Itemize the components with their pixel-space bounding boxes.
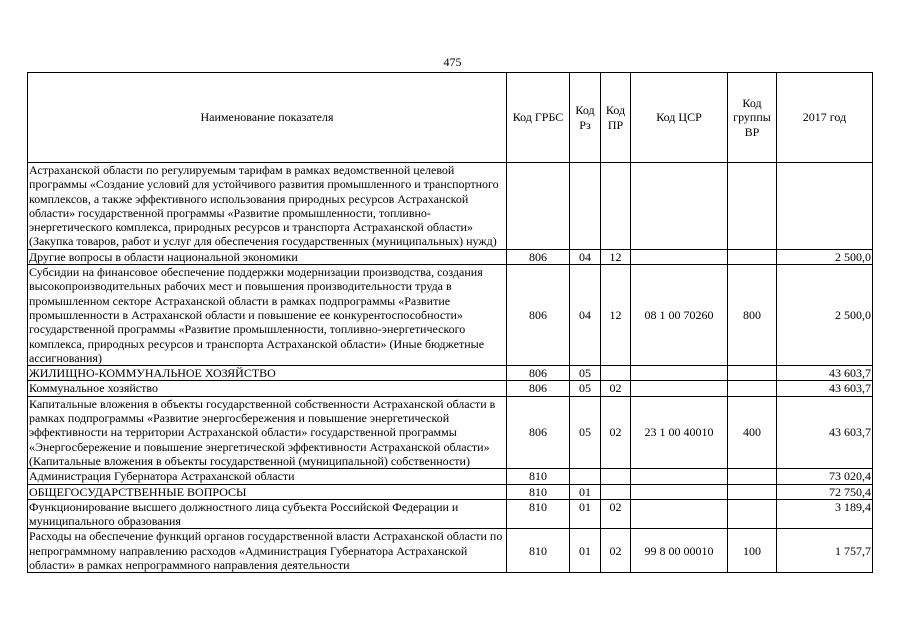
row-csr xyxy=(631,366,728,381)
row-vr xyxy=(728,249,777,264)
table-row xyxy=(28,469,873,484)
row-rz xyxy=(570,163,601,250)
row-pr: 12 xyxy=(601,265,631,366)
row-grbs: 806 xyxy=(507,366,570,381)
table-row xyxy=(28,529,873,573)
table-row xyxy=(28,381,873,396)
row-name: ЖИЛИЩНО-КОММУНАЛЬНОЕ ХОЗЯЙСТВО xyxy=(28,366,507,381)
row-csr xyxy=(631,163,728,250)
row-name: Астраханской области по регулируемым тарифам в рамках ведомственной целевой программы «Создание условий для устойчивого развития промышленного и транспортного комплексов, а также эффективного использования природных ресурсов Астраханской области» государственной программы «Развитие промышленности, топливно-энергетического комплекса, природных ресурсов и транспорта Астраханской области» (Закупка товаров, работ и услуг для обеспечения государственных (муниципальных) нужд) xyxy=(28,163,507,250)
budget-table xyxy=(27,72,873,573)
row-pr xyxy=(601,469,631,484)
row-csr xyxy=(631,484,728,499)
row-name: Капитальные вложения в объекты государственной собственности Астраханской области в рамках подпрограммы «Развитие энергосбережения и повышение энергетической эффективности на территории Астраханской области» государственной программы «Энергосбережение и повышение энергетической эффективности Астраханской области» (Капитальные вложения в объекты государственной (муниципальной) собственности) xyxy=(28,396,507,468)
column-header-pr: Код ПР xyxy=(601,73,631,163)
row-pr xyxy=(601,163,631,250)
row-name: Коммунальное хозяйство xyxy=(28,381,507,396)
row-amount: 72 750,4 xyxy=(777,484,873,499)
row-rz: 05 xyxy=(570,381,601,396)
column-header-year: 2017 год xyxy=(777,73,873,163)
row-rz: 01 xyxy=(570,484,601,499)
row-vr: 100 xyxy=(728,529,777,573)
row-vr xyxy=(728,499,777,529)
row-vr xyxy=(728,469,777,484)
row-grbs: 806 xyxy=(507,249,570,264)
row-rz xyxy=(570,469,601,484)
row-grbs: 806 xyxy=(507,265,570,366)
row-csr: 99 8 00 00010 xyxy=(631,529,728,573)
row-grbs: 806 xyxy=(507,381,570,396)
row-pr xyxy=(601,366,631,381)
row-csr xyxy=(631,469,728,484)
row-pr: 12 xyxy=(601,249,631,264)
table-row xyxy=(28,499,873,529)
row-grbs: 810 xyxy=(507,499,570,529)
row-name: Субсидии на финансовое обеспечение поддержки модернизации производства, создания высокопроизводительных рабочих мест и повышения производительности труда в промышленном секторе Астраханской области в рамках подпрограммы «Развитие промышленности в Астраханской области и повышение ее конкурентоспособности» государственной программы «Развитие промышленности, топливно-энергетического комплекса, природных ресурсов и транспорта Астраханской области» (Иные бюджетные ассигнования) xyxy=(28,265,507,366)
row-amount: 3 189,4 xyxy=(777,499,873,529)
row-csr xyxy=(631,249,728,264)
row-grbs: 810 xyxy=(507,484,570,499)
row-rz: 04 xyxy=(570,249,601,264)
row-amount: 2 500,0 xyxy=(777,265,873,366)
row-rz: 01 xyxy=(570,529,601,573)
row-pr: 02 xyxy=(601,396,631,468)
column-header-vr: Код группы ВР xyxy=(728,73,777,163)
row-name: Другие вопросы в области национальной экономики xyxy=(28,249,507,264)
row-vr xyxy=(728,366,777,381)
row-csr: 23 1 00 40010 xyxy=(631,396,728,468)
row-grbs: 810 xyxy=(507,469,570,484)
row-pr: 02 xyxy=(601,499,631,529)
row-csr xyxy=(631,381,728,396)
row-pr xyxy=(601,484,631,499)
row-vr xyxy=(728,484,777,499)
row-name: Функционирование высшего должностного лица субъекта Российской Федерации и муниципального образования xyxy=(28,499,507,529)
row-grbs: 810 xyxy=(507,529,570,573)
table-row xyxy=(28,396,873,468)
row-amount: 1 757,7 xyxy=(777,529,873,573)
row-amount: 2 500,0 xyxy=(777,249,873,264)
table-row xyxy=(28,484,873,499)
row-grbs xyxy=(507,163,570,250)
row-name: ОБЩЕГОСУДАРСТВЕННЫЕ ВОПРОСЫ xyxy=(28,484,507,499)
row-amount xyxy=(777,163,873,250)
row-grbs: 806 xyxy=(507,396,570,468)
row-pr: 02 xyxy=(601,381,631,396)
table-row xyxy=(28,265,873,366)
table-header-row xyxy=(28,73,873,163)
row-amount: 73 020,4 xyxy=(777,469,873,484)
row-amount: 43 603,7 xyxy=(777,396,873,468)
column-header-csr: Код ЦСР xyxy=(631,73,728,163)
page-number: 475 xyxy=(443,55,462,69)
row-vr xyxy=(728,381,777,396)
row-vr xyxy=(728,163,777,250)
row-pr: 02 xyxy=(601,529,631,573)
row-vr: 400 xyxy=(728,396,777,468)
table-row xyxy=(28,249,873,264)
row-name: Администрация Губернатора Астраханской области xyxy=(28,469,507,484)
row-rz: 05 xyxy=(570,366,601,381)
row-csr xyxy=(631,499,728,529)
column-header-name: Наименование показателя xyxy=(28,73,507,163)
column-header-rz: Код Рз xyxy=(570,73,601,163)
row-amount: 43 603,7 xyxy=(777,381,873,396)
row-vr: 800 xyxy=(728,265,777,366)
table-row xyxy=(28,366,873,381)
row-name: Расходы на обеспечение функций органов государственной власти Астраханской области по непрограммному направлению расходов «Администрация Губернатора Астраханской области» в рамках непрограммного направления деятельности xyxy=(28,529,507,573)
column-header-grbs: Код ГРБС xyxy=(507,73,570,163)
table-row xyxy=(28,163,873,250)
row-rz: 01 xyxy=(570,499,601,529)
row-rz: 05 xyxy=(570,396,601,468)
row-amount: 43 603,7 xyxy=(777,366,873,381)
row-rz: 04 xyxy=(570,265,601,366)
row-csr: 08 1 00 70260 xyxy=(631,265,728,366)
